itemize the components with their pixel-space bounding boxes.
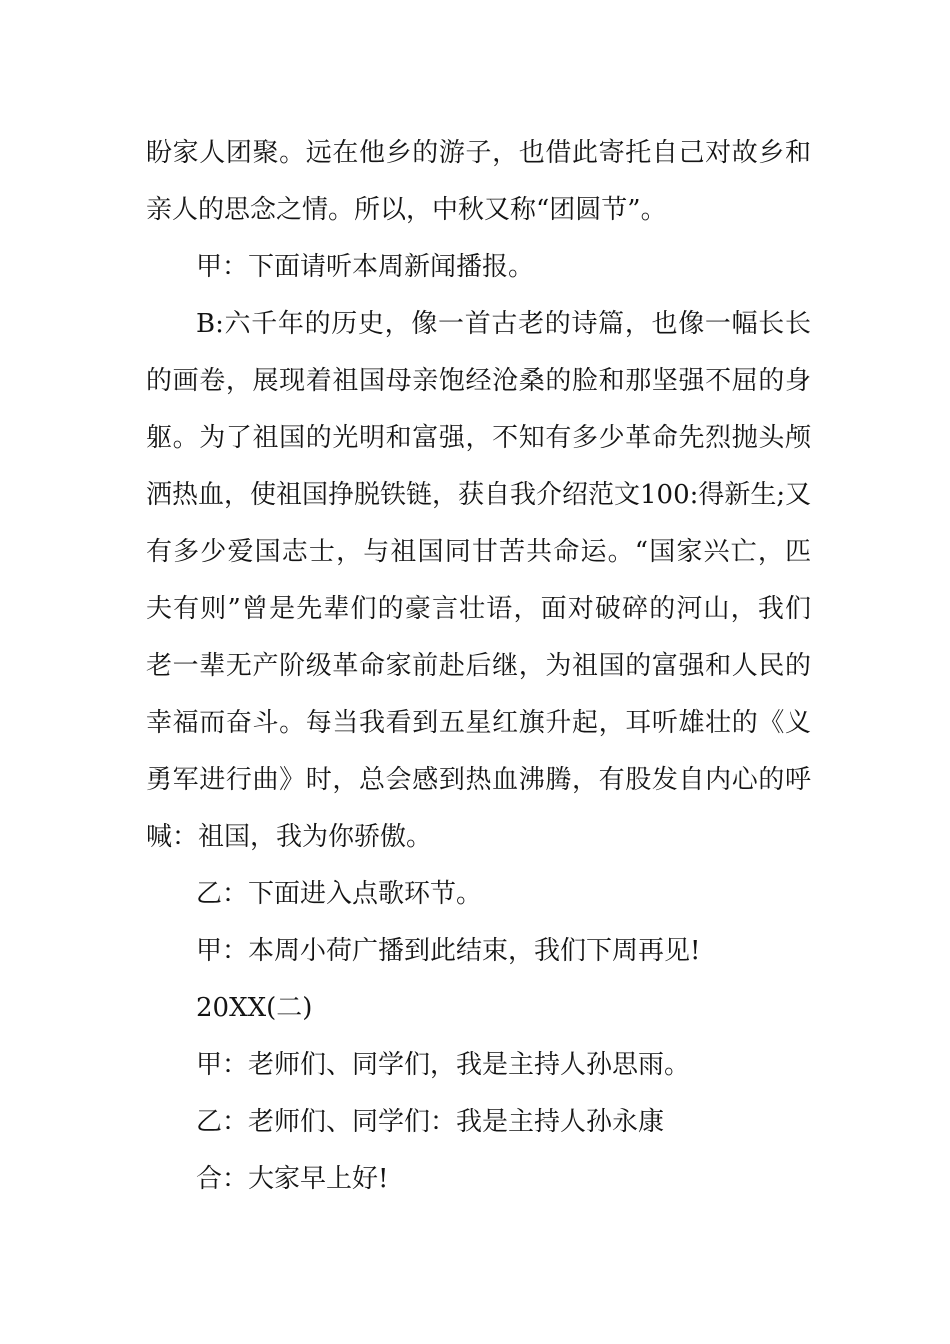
section-heading: 20XX(二)	[196, 993, 313, 1023]
text-line: 乙：下面进入点歌环节。	[196, 879, 483, 909]
text-line: 洒热血，使祖国挣脱铁链，获自我介绍范文100:得新生;又	[146, 480, 811, 510]
text-line: 甲：下面请听本周新闻播报。	[196, 252, 535, 282]
text-line: 幸福而奋斗。每当我看到五星红旗升起，耳听雄壮的《义	[146, 708, 811, 738]
text-line: 甲：老师们、同学们，我是主持人孙思雨。	[196, 1050, 691, 1080]
text-line: 勇军进行曲》时，总会感到热血沸腾，有股发自内心的呼	[146, 765, 811, 795]
text-line: 的画卷，展现着祖国母亲饱经沧桑的脸和那坚强不屈的身	[146, 366, 811, 396]
text-line: 喊：祖国，我为你骄傲。	[146, 822, 433, 852]
text-line: 老一辈无产阶级革命家前赴后继，为祖国的富强和人民的	[146, 651, 811, 681]
text-line: 亲人的思念之情。所以，中秋又称“团圆节”。	[146, 195, 667, 225]
text-line: 合：大家早上好!	[196, 1164, 389, 1194]
text-line: B:六千年的历史，像一首古老的诗篇，也像一幅长长	[196, 309, 811, 339]
text-line: 夫有则”曾是先辈们的豪言壮语，面对破碎的河山，我们	[146, 594, 811, 624]
text-line: 乙：老师们、同学们：我是主持人孙永康	[196, 1107, 665, 1137]
text-line: 盼家人团聚。远在他乡的游子，也借此寄托自己对故乡和	[146, 138, 811, 168]
text-line: 躯。为了祖国的光明和富强，不知有多少革命先烈抛头颅	[146, 423, 811, 453]
text-line: 有多少爱国志士，与祖国同甘苦共命运。“国家兴亡，匹	[146, 537, 811, 567]
text-line: 甲：本周小荷广播到此结束，我们下周再见!	[196, 936, 701, 966]
